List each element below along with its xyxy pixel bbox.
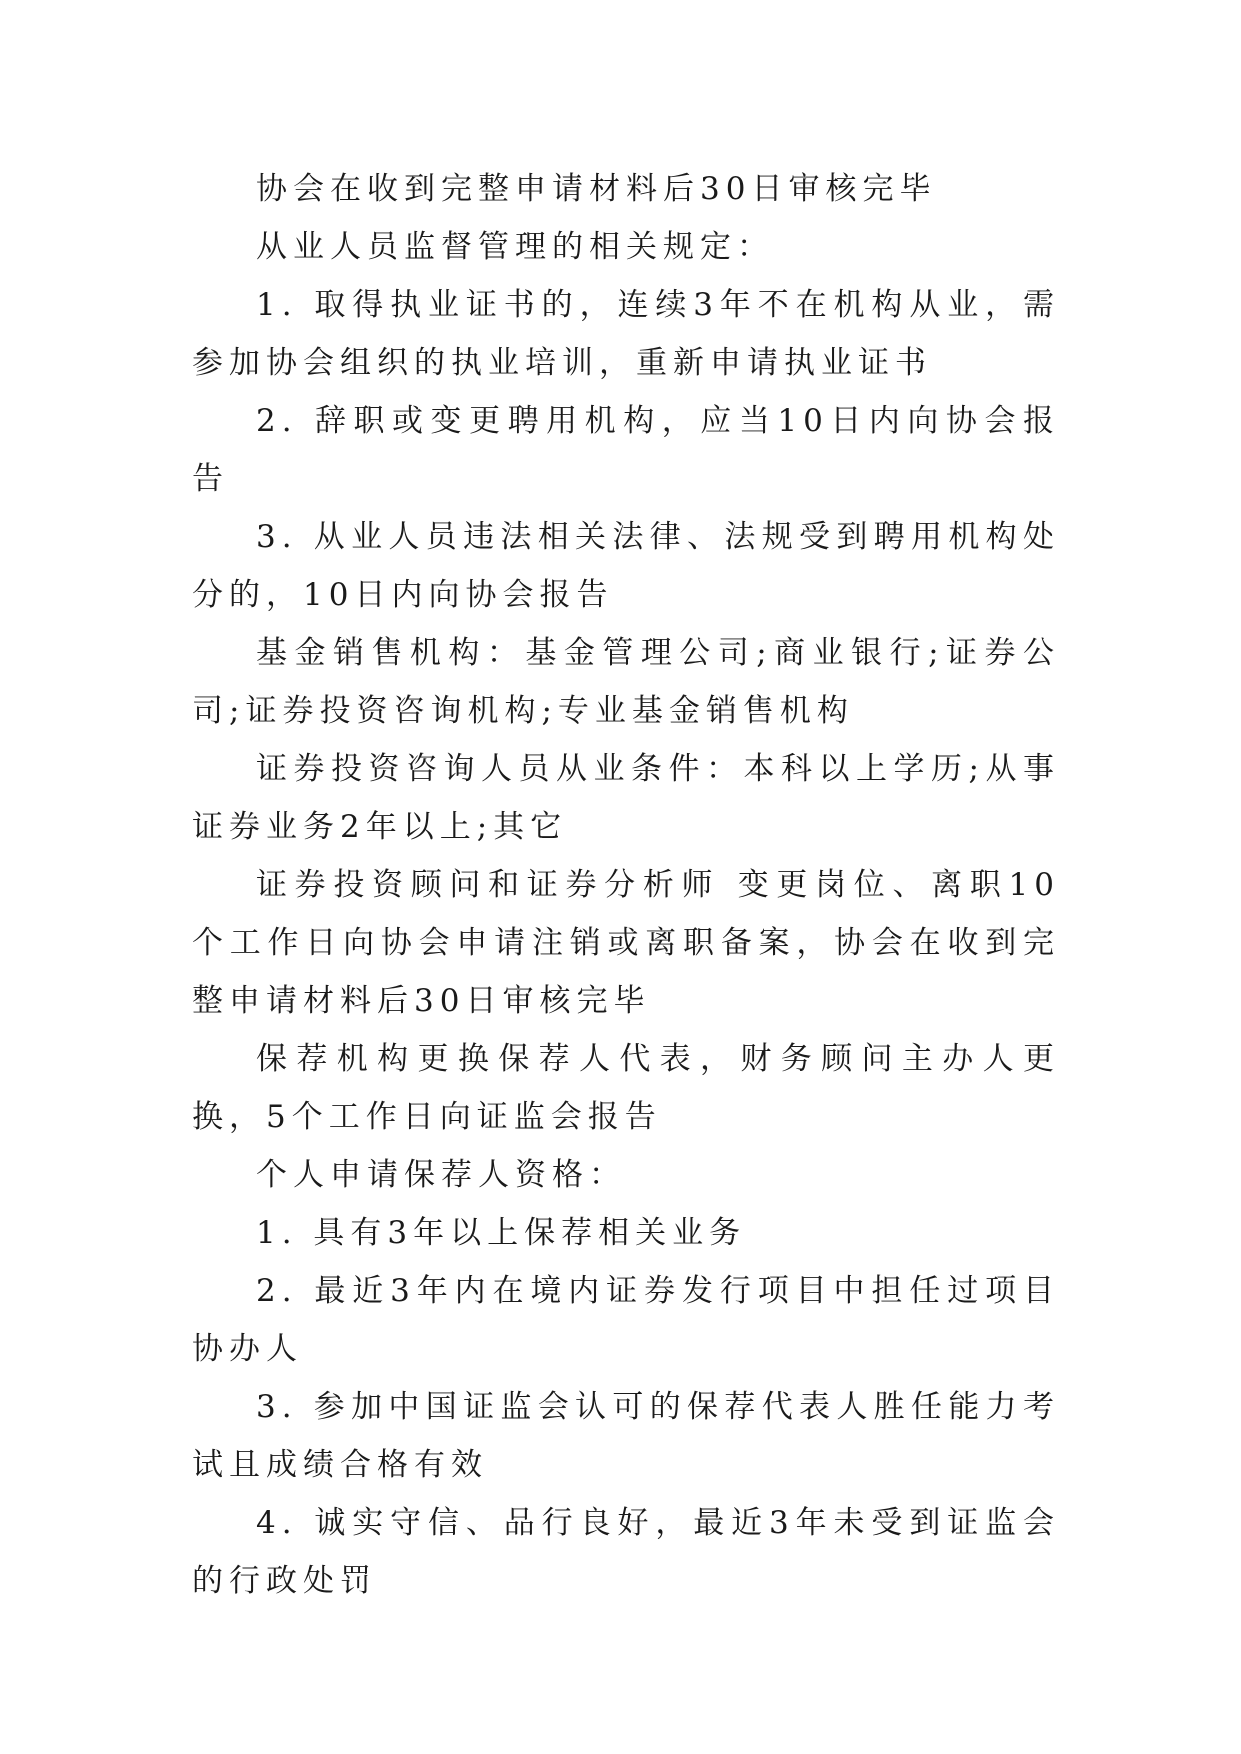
paragraph: 1. 取得执业证书的，连续3年不在机构从业，需参加协会组织的执业培训，重新申请执业证书 (192, 287, 1060, 381)
document-body (192, 160, 1060, 1610)
paragraph: 从业人员监督管理的相关规定： (256, 229, 774, 265)
paragraph: 4. 诚实守信、品行良好，最近3年未受到证监会的行政处罚 (192, 1505, 1060, 1599)
paragraph: 3. 从业人员违法相关法律、法规受到聘用机构处分的，10日内向协会报告 (192, 519, 1060, 613)
paragraph: 2. 最近3年内在境内证券发行项目中担任过项目协办人 (192, 1273, 1060, 1367)
paragraph: 协会在收到完整申请材料后30日审核完毕 (256, 171, 937, 207)
paragraph: 证券投资顾问和证券分析师 变更岗位、离职10个工作日向协会申请注销或离职备案，协会在收到完整申请材料后30日审核完毕 (192, 867, 1060, 1019)
paragraph: 保荐机构更换保荐人代表，财务顾问主办人更换，5个工作日向证监会报告 (192, 1041, 1060, 1135)
paragraph: 1. 具有3年以上保荐相关业务 (256, 1215, 747, 1251)
paragraph: 证券投资咨询人员从业条件：本科以上学历;从事证券业务2年以上;其它 (192, 751, 1060, 845)
paragraph: 基金销售机构：基金管理公司;商业银行;证券公司;证券投资咨询机构;专业基金销售机构 (192, 635, 1060, 729)
paragraph: 2. 辞职或变更聘用机构，应当10日内向协会报告 (192, 403, 1060, 497)
paragraph: 个人申请保荐人资格： (256, 1157, 626, 1193)
paragraph: 3. 参加中国证监会认可的保荐代表人胜任能力考试且成绩合格有效 (192, 1389, 1060, 1483)
